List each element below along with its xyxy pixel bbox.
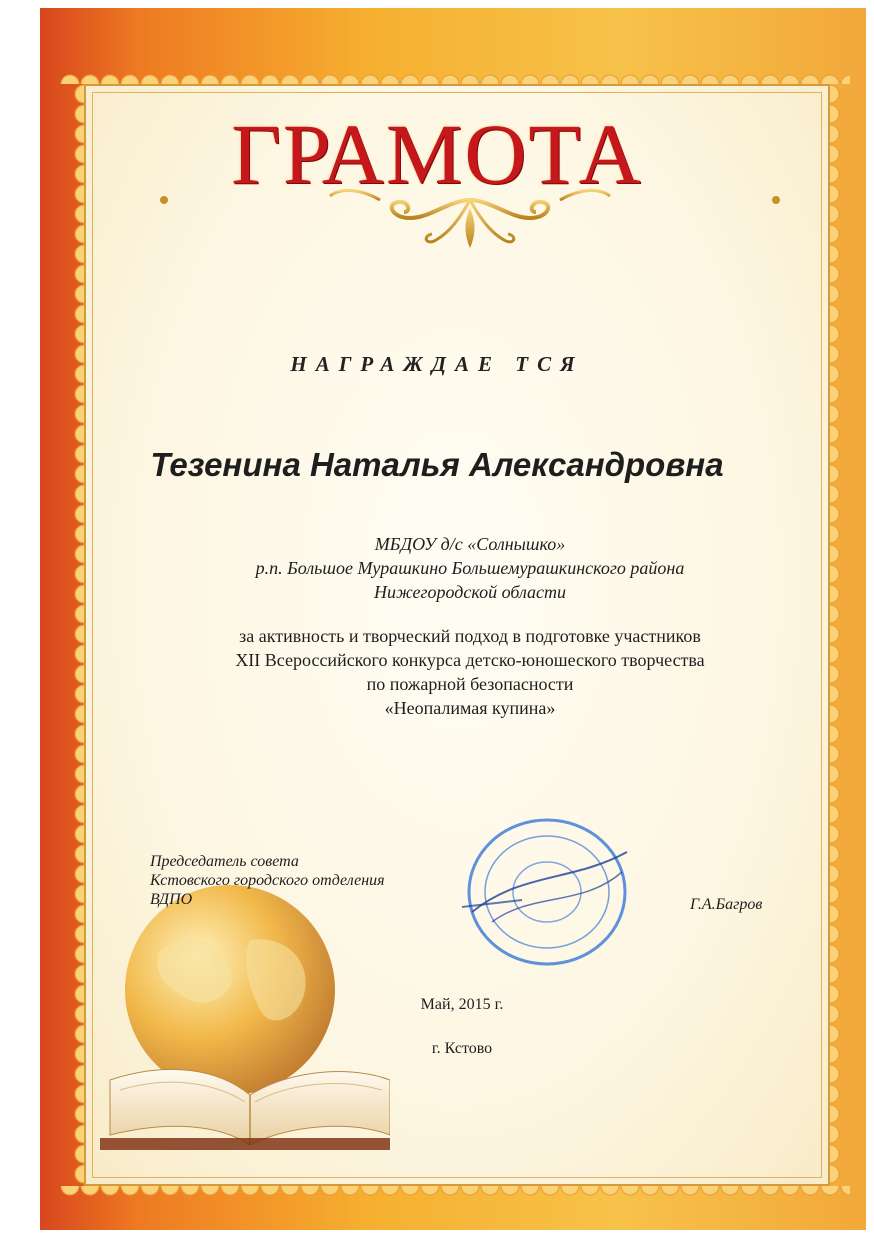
issue-date: Май, 2015 г.	[420, 996, 504, 1013]
issue-city: г. Кстово	[431, 1040, 493, 1057]
organization-line: МБДОУ д/с «Солнышко»	[374, 534, 566, 554]
organization-block	[120, 532, 820, 604]
reason-block	[120, 624, 820, 720]
signatory-position-line: Председатель совета	[150, 853, 299, 870]
reason-line: по пожарной безопасности	[366, 674, 574, 694]
reason-line: «Неопалимая купина»	[384, 698, 556, 718]
globe-book-illustration-icon	[90, 880, 390, 1160]
signatory-position-line: Кстовского городского отделения	[150, 872, 385, 889]
frame-scallop-right	[830, 84, 852, 1184]
frame-scallop-left	[62, 84, 84, 1184]
ornament-divider-icon	[160, 178, 780, 258]
round-stamp-icon	[462, 812, 632, 972]
signatory-position	[150, 852, 450, 909]
reason-line: XII Всероссийского конкурса детско-юношеского творчества	[235, 650, 705, 670]
signatory-name: Г.А.Багров	[690, 896, 763, 913]
frame-scallop-bottom	[60, 1186, 850, 1208]
signatory-position-line: ВДПО	[150, 891, 193, 908]
awarded-label: НАГРАЖДАЕ ТСЯ	[290, 352, 584, 376]
frame-scallop-top	[60, 62, 850, 84]
recipient-name: Тезенина Наталья Александровна	[150, 446, 724, 483]
organization-line: р.п. Большое Мурашкино Большемурашкинского района	[255, 558, 685, 578]
certificate-title: ГРАМОТА	[231, 106, 643, 202]
organization-line: Нижегородской области	[373, 582, 567, 602]
reason-line: за активность и творческий подход в подготовке участников	[239, 626, 701, 646]
